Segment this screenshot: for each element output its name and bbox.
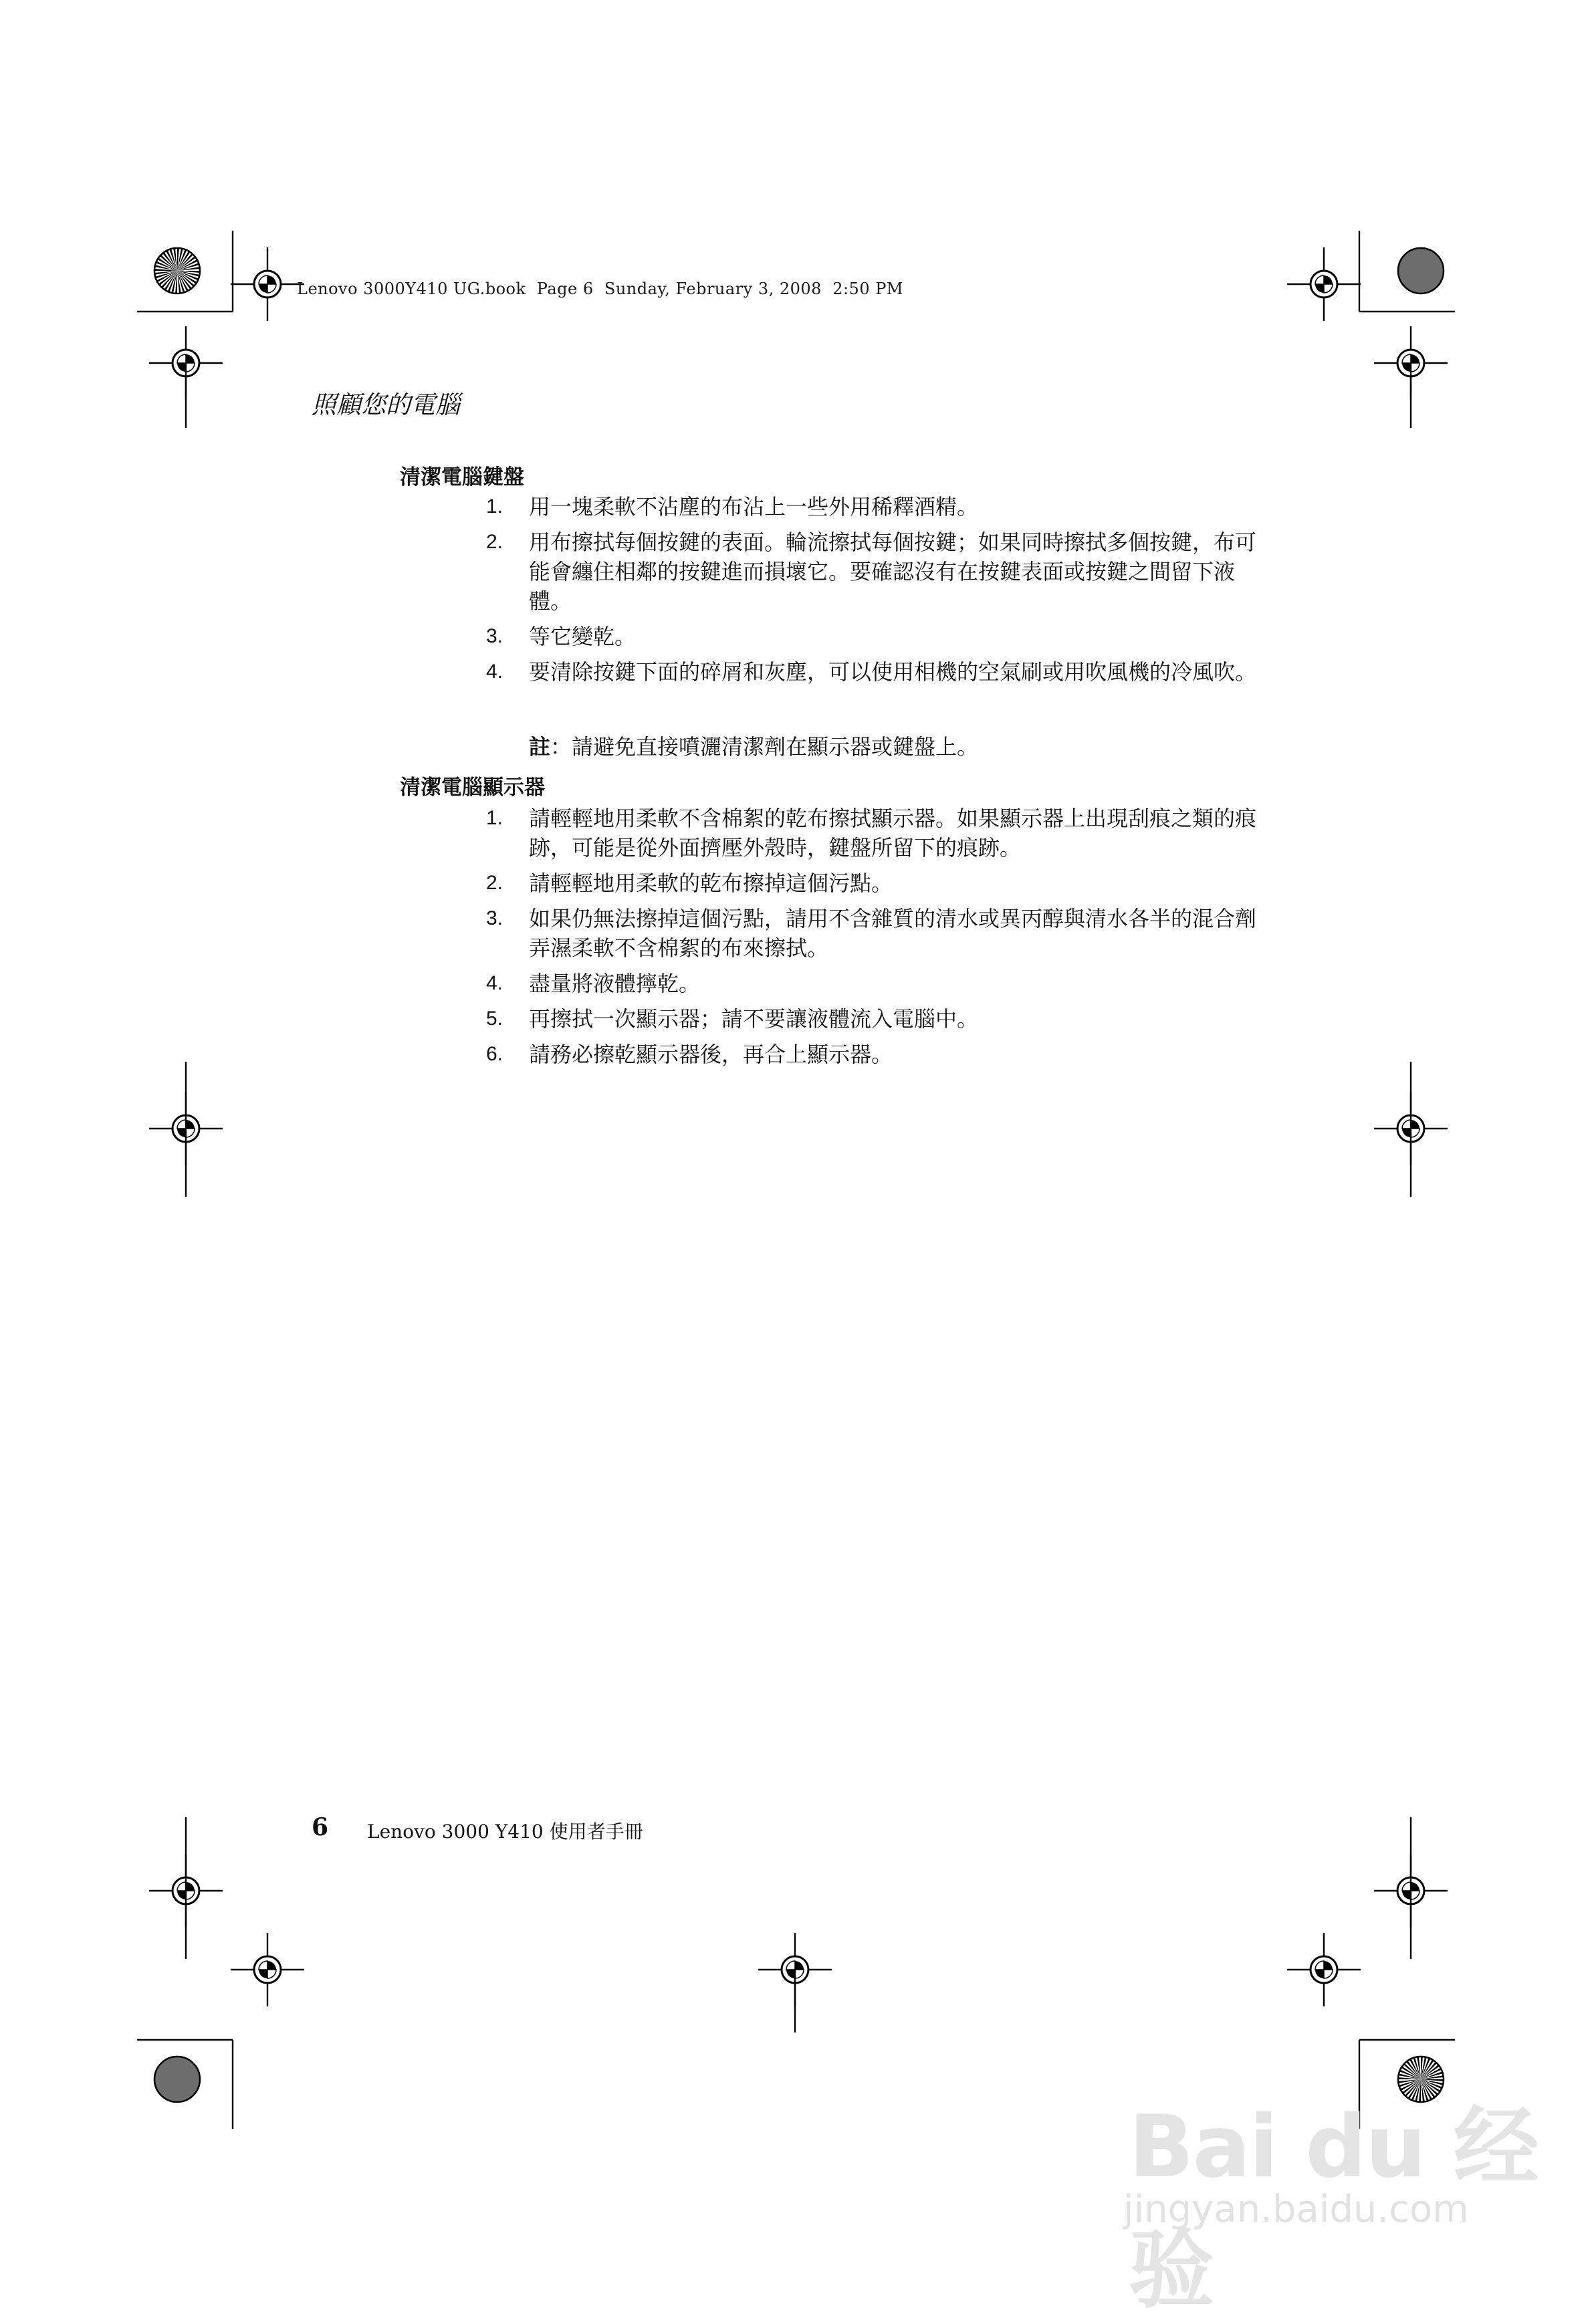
- step-text: 再擦拭一次顯示器；請不要讓液體流入電腦中。: [529, 1006, 979, 1032]
- section-heading-display: 清潔電腦顯示器: [400, 776, 545, 800]
- list-item: [486, 1040, 1268, 1069]
- step-text: 請輕輕地用柔軟不含棉絮的乾布擦拭顯示器。如果顯示器上出現刮痕之類的痕跡，可能是從外面擠壓外殼時，鍵盤所留下的痕跡。: [529, 806, 1257, 860]
- step-text: 要清除按鍵下面的碎屑和灰塵，可以使用相機的空氣刷或用吹風機的冷風吹。: [529, 659, 1257, 685]
- page-number: 6: [312, 1813, 329, 1841]
- gray-patch-icon: [1398, 248, 1444, 294]
- registration-target-icon: [231, 247, 304, 321]
- chapter-title: 照顧您的電腦: [312, 390, 460, 419]
- registration-target-icon: [231, 1933, 304, 2006]
- list-item: [486, 1004, 1268, 1034]
- list-item: [486, 904, 1268, 963]
- list-item: [486, 868, 1268, 898]
- note-label: 註: [529, 734, 551, 760]
- step-number: 3.: [486, 625, 503, 647]
- step-text: 等它變乾。: [529, 624, 637, 649]
- starburst-icon: [154, 248, 200, 294]
- step-number: 2.: [486, 531, 503, 553]
- step-text: 用布擦拭每個按鍵的表面。輪流擦拭每個按鍵；如果同時擦拭多個按鍵，布可能會纏住相鄰的按鍵進而損壞它。要確認沒有在按鍵表面或按鍵之間留下液體。: [529, 530, 1257, 614]
- list-item: [486, 969, 1268, 998]
- section-heading-keyboard: 清潔電腦鍵盤: [400, 465, 524, 489]
- step-number: 1.: [486, 807, 503, 829]
- step-number: 3.: [486, 907, 503, 929]
- step-number: 4.: [486, 972, 503, 994]
- step-text: 請輕輕地用柔軟的乾布擦掉這個污點。: [529, 870, 893, 896]
- gray-patch-icon: [154, 2057, 200, 2102]
- list-item: [486, 492, 1268, 521]
- step-number: 2.: [486, 872, 503, 894]
- step-text: 盡量將液體擰乾。: [529, 971, 701, 996]
- list-item: [486, 657, 1268, 687]
- registration-target-icon: [1287, 1933, 1361, 2006]
- watermark-url: jingyan.baidu.com: [1123, 2188, 1469, 2231]
- step-number: 5.: [486, 1008, 503, 1030]
- step-text: 請務必擦乾顯示器後，再合上顯示器。: [529, 1042, 893, 1067]
- step-number: 1.: [486, 495, 503, 517]
- list-item: [486, 804, 1268, 862]
- book-title: Lenovo 3000 Y410 使用者手冊: [367, 1821, 643, 1843]
- step-number: 4.: [486, 661, 503, 683]
- registration-target-icon: [1287, 247, 1361, 321]
- step-text: 用一塊柔軟不沾塵的布沾上一些外用稀釋酒精。: [529, 494, 979, 519]
- step-number: 6.: [486, 1043, 503, 1065]
- keyboard-note: [529, 730, 978, 761]
- slug-line: Lenovo 3000Y410 UG.book Page 6 Sunday, February 3, 2008 2:50 PM: [297, 279, 903, 298]
- list-item: [486, 528, 1268, 616]
- list-item: [486, 622, 1268, 651]
- baidu-jingyan-logo: Bai du 经验: [1129, 2097, 1538, 2320]
- step-text: 如果仍無法擦掉這個污點，請用不含雜質的清水或異丙醇與清水各半的混合劑弄濕柔軟不含棉絮的布來擦拭。: [529, 906, 1257, 961]
- keyboard-steps: [486, 492, 1268, 693]
- note-text: ：請避免直接噴灑清潔劑在顯示器或鍵盤上。: [550, 734, 979, 760]
- display-steps: [486, 804, 1268, 1075]
